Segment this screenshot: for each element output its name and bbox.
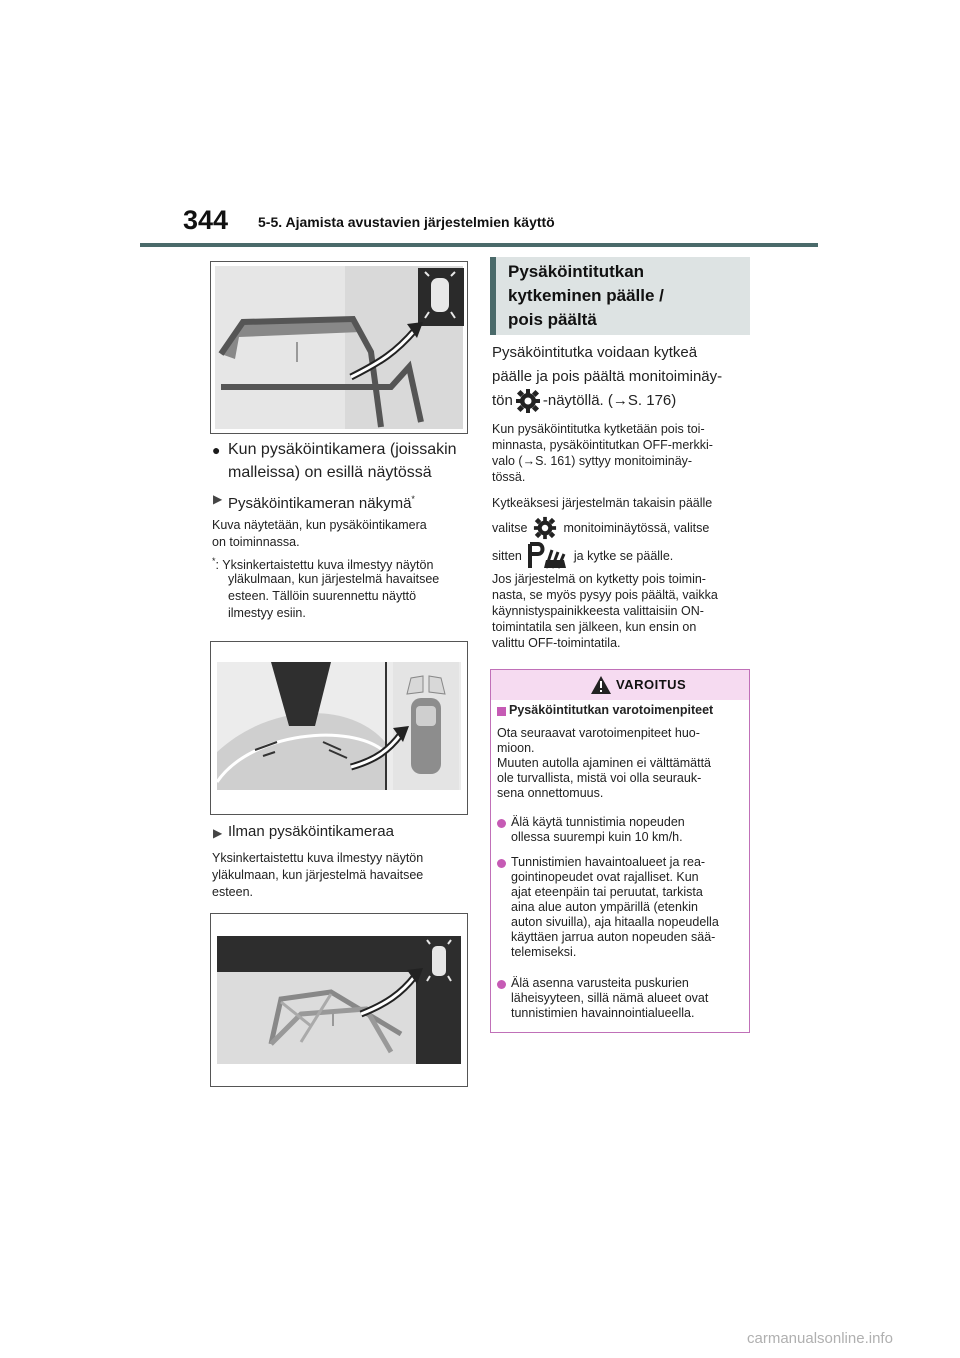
warning-dot-bullet: [497, 819, 506, 828]
warning-triangle-icon: [591, 676, 611, 694]
warning-intro-line1: Ota seuraavat varotoimenpiteet huo-: [497, 726, 700, 740]
intro-line3: [492, 388, 676, 414]
settings-gear-icon: [515, 388, 541, 414]
camera-view-text-line2: on toiminnassa.: [212, 535, 300, 549]
p3-line2: nasta, se myös pysyy pois päältä, vaikka: [492, 588, 718, 602]
p3-line4: toimintatila sen jälkeen, kun ensin on: [492, 620, 697, 634]
warning-item3-line2: läheisyyteen, sillä nämä alueet ovat: [511, 991, 709, 1005]
enlarged-view-illustration: [210, 641, 468, 815]
p1-line4: tössä.: [492, 470, 526, 484]
footnote-line4: ilmestyy esiin.: [228, 606, 306, 620]
p2-line2: [492, 516, 709, 540]
warning-box: [490, 669, 750, 1033]
warning-item3-line1: Älä asenna varusteita puskurien: [511, 976, 689, 990]
intro-line3-a: tön: [492, 392, 513, 409]
p2-line3-a: sitten: [492, 549, 522, 563]
warning-item2-line5: auton sivuilla), aja hitaalla nopeudella: [511, 915, 719, 929]
warning-square-bullet: [497, 707, 506, 716]
camera-view-text-line1: Kuva näytetään, kun pysäköintikamera: [212, 518, 427, 532]
p2-line2-a: valitse: [492, 521, 528, 535]
footnote-line2: yläkulmaan, kun järjestelmä havaitsee: [228, 572, 440, 586]
no-camera-text-line1: Yksinkertaistettu kuva ilmestyy näytön: [212, 851, 424, 865]
warning-header: [491, 670, 749, 700]
p3-line1: Jos järjestelmä on kytketty pois toimin-: [492, 572, 706, 586]
p1-line2: minnasta, pysäköintitutkan OFF-merkki-: [492, 438, 713, 452]
triangle-bullet-icon-2: ▶: [213, 826, 223, 840]
p2-line1: Kytkeäksesi järjestelmän takaisin päälle: [492, 496, 713, 510]
sub-heading-no-camera: Ilman pysäköintikameraa: [228, 823, 394, 840]
watermark: carmanualsonline.info: [747, 1330, 893, 1347]
warning-item1-line2: ollessa suurempi kuin 10 km/h.: [511, 830, 683, 844]
no-camera-illustration: [210, 913, 468, 1087]
footnote-marker: *: [411, 494, 415, 504]
warning-intro-line3: Muuten autolla ajaminen ei välttämättä: [497, 756, 712, 770]
warning-item2-line7: telemiseksi.: [511, 945, 577, 959]
intro-line2: päälle ja pois päältä monitoiminäy-: [492, 368, 723, 385]
triangle-bullet-icon: ▶: [213, 492, 223, 506]
p2-line2-b: monitoiminäytössä, valitse: [563, 521, 710, 535]
p3-line5: valittu OFF-toimintatila.: [492, 636, 621, 650]
footnote-mark: *: [212, 556, 216, 566]
warning-intro-line5: sena onnettomuus.: [497, 786, 604, 800]
parking-sensor-icon: [528, 542, 568, 570]
header-divider: [140, 243, 818, 247]
warning-dot-bullet: [497, 980, 506, 989]
bullet-main-line1: Kun pysäköintikamera (joissakin: [228, 441, 457, 458]
page-number: 344: [183, 205, 229, 235]
warning-item2-line1: Tunnistimien havaintoalueet ja rea-: [511, 855, 706, 869]
warning-title: VAROITUS: [616, 677, 687, 692]
warning-subheading: Pysäköintitutkan varotoimenpiteet: [509, 703, 714, 717]
no-camera-text-line2: yläkulmaan, kun järjestelmä havaitsee: [212, 868, 424, 882]
p1-line3: valo (→S. 161) syttyy monitoiminäy-: [492, 454, 693, 468]
p2-line3-b: ja kytke se päälle.: [573, 549, 674, 563]
heading-line3: pois päältä: [508, 310, 597, 329]
warning-intro-line2: mioon.: [497, 741, 535, 755]
heading-line1: Pysäköintitutkan: [508, 262, 645, 281]
warning-item2-line2: gointinopeudet ovat rajalliset. Kun: [511, 870, 699, 884]
intro-line1: Pysäköintitutka voidaan kytkeä: [492, 344, 698, 361]
warning-item2-line4: aina alue auton ympärillä (etenkin: [511, 900, 698, 914]
camera-view-illustration: [210, 261, 468, 434]
heading-line2: kytkeminen päälle /: [508, 286, 664, 305]
sub-heading-camera-view: [228, 489, 415, 514]
intro-line3-b: -näytöllä. (→S. 176): [542, 392, 677, 409]
no-camera-text-line3: esteen.: [212, 885, 254, 899]
settings-gear-icon-2: [533, 516, 557, 540]
warning-item3-line3: tunnistimien havainnointialueella.: [511, 1006, 695, 1020]
bullet-main-line2: malleissa) on esillä näytössä: [228, 464, 432, 481]
p3-line3: käynnistyspainikkeesta valittaisiin ON-: [492, 604, 704, 618]
p2-line3: [492, 542, 673, 570]
section-title: 5-5. Ajamista avustavien järjestelmien käyttö: [258, 214, 555, 230]
warning-item1-line1: Älä käytä tunnistimia nopeuden: [511, 815, 685, 829]
sub-heading-camera-view-label: Pysäköintikameran näkymä: [228, 495, 412, 512]
warning-item2-line3: ajat eteenpäin tai peruutat, tarkista: [511, 885, 703, 899]
bullet-dot-icon: ●: [212, 442, 221, 458]
p1-line1: Kun pysäköintitutka kytketään pois toi-: [492, 422, 705, 436]
warning-dot-bullet: [497, 859, 506, 868]
warning-intro-line4: ole turvallista, mistä voi olla seurauk-: [497, 771, 702, 785]
footnote-line1-text: : Yksinkertaistettu kuva ilmestyy näytön: [215, 558, 434, 573]
warning-item2-line6: käyttäen jarrua auton nopeuden sää-: [511, 930, 716, 944]
section-heading-box: [490, 257, 750, 335]
footnote-line3: esteen. Tällöin suurennettu näyttö: [228, 589, 417, 603]
